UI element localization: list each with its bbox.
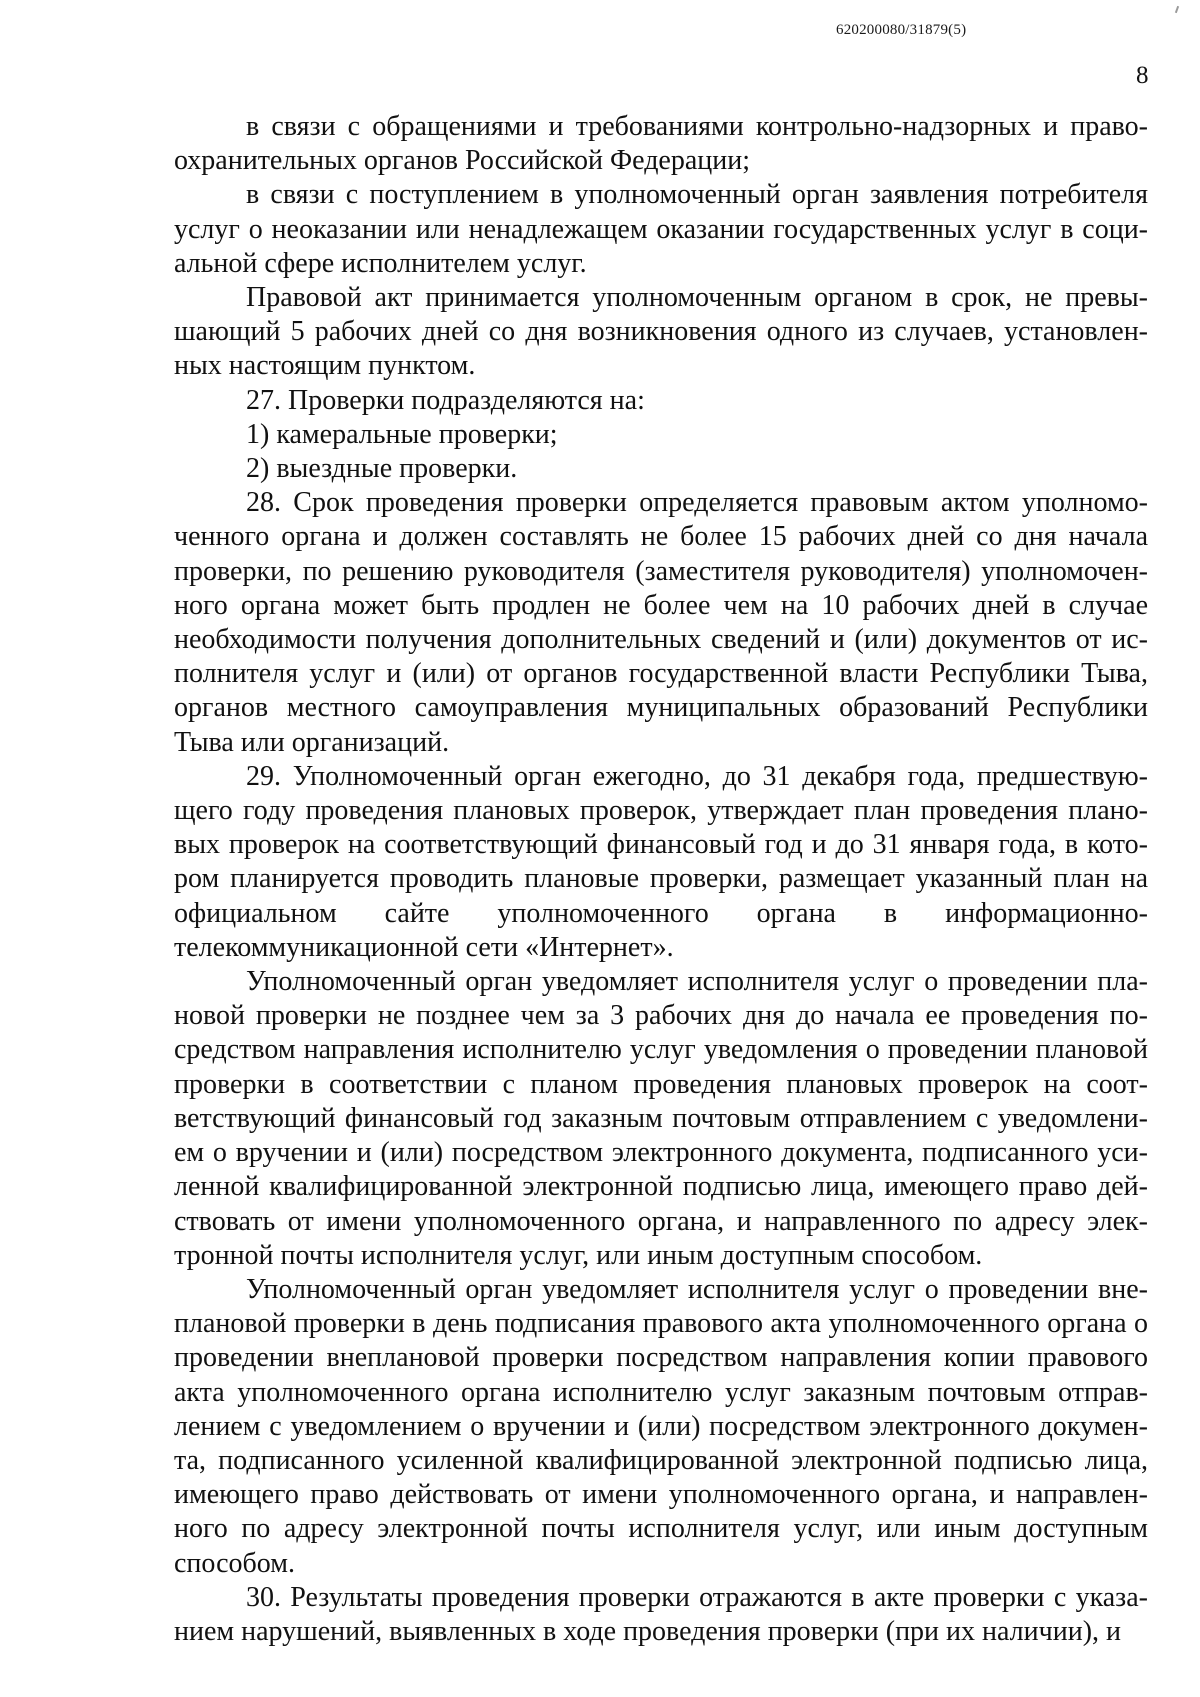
paragraph-28: 28. Срок проведения проверки определяется правовым актом уполномоченного органа и должен составлять не более 15 рабочих дней со дня начала проверки, по решению руководителя (заместителя руководителя) уполномоченного органа может быть продлен не более чем на 10 рабочих дней в случае необходимости получения дополнительных сведений и (или) документов от исполнителя услуг и (или) от органов государственной власти Республики Тыва, органов местного самоуправления муниципальных образований Республики Тыва или организаций. — [174, 487, 1148, 758]
paragraph-30: 30. Результаты проведения проверки отражаются в акте проверки с указанием нарушений, выявленных в ходе проведения проверки (при их наличии), и — [174, 1581, 1148, 1647]
list-item-field-audits: 2) выездные проверки. — [246, 453, 518, 485]
paragraph-unplanned-audit-notice: Уполномоченный орган уведомляет исполнителя услуг о проведении внеплановой проверки в день подписания правового акта уполномоченного органа о проведении внеплановой проверки посредством направления копии правового акта уполномоченного органа исполнителю услуг заказным почтовым отправлением с уведомлением о вручении и (или) посредством электронного документа, подписанного усиленной квалифицированной электронной подписью лица, имеющего право действовать от имени уполномоченного органа, и направленного по адресу электронной почты исполнителя услуг, или иным доступным способом. — [174, 1273, 1148, 1579]
page-number: 8 — [1136, 62, 1149, 89]
scan-mark — [1175, 6, 1179, 13]
document-id: 620200080/31879(5) — [836, 22, 967, 38]
paragraph-27-heading: 27. Проверки подразделяются на: — [246, 384, 645, 416]
paragraph-planned-audit-notice: Уполномоченный орган уведомляет исполнителя услуг о проведении плановой проверки не позднее чем за 3 рабочих дня до начала ее проведения посредством направления исполнителю услуг уведомления о проведении плановой проверки в соответствии с планом проведения плановых проверок на соответствующий финансовый год заказным почтовым отправлением с уведомлением о вручении и (или) посредством электронного документа, подписанного усиленной квалифицированной электронной подписью лица, имеющего право действовать от имени уполномоченного органа, и направленного по адресу электронной почты исполнителя услуг, или иным доступным способом. — [174, 966, 1148, 1271]
list-item-desk-audits: 1) камеральные проверки; — [246, 418, 558, 450]
paragraph-consumer-complaint: в связи с поступлением в уполномоченный орган заявления потребителя услуг о неоказании или ненадлежащем оказании государственных услуг в социальной сфере исполнителем услуг. — [174, 179, 1148, 279]
document-body — [174, 110, 1148, 1649]
paragraph-legal-act-deadline: Правовой акт принимается уполномоченным органом в срок, не превышающий 5 рабочих дней со дня возникновения одного из случаев, установленных настоящим пунктом. — [174, 282, 1148, 382]
paragraph-29: 29. Уполномоченный орган ежегодно, до 31 декабря года, предшествующего году проведения плановых проверок, утверждает план проведения плановых проверок на соответствующий финансовый год и до 31 января года, в котором планируется проводить плановые проверки, размещает указанный план на официальном сайте уполномоченного органа в информационно-телекоммуникационной сети «Интернет». — [174, 760, 1148, 963]
paragraph-appeals: в связи с обращениями и требованиями контрольно-надзорных и правоохранительных органов Российской Федерации; — [174, 111, 1148, 177]
